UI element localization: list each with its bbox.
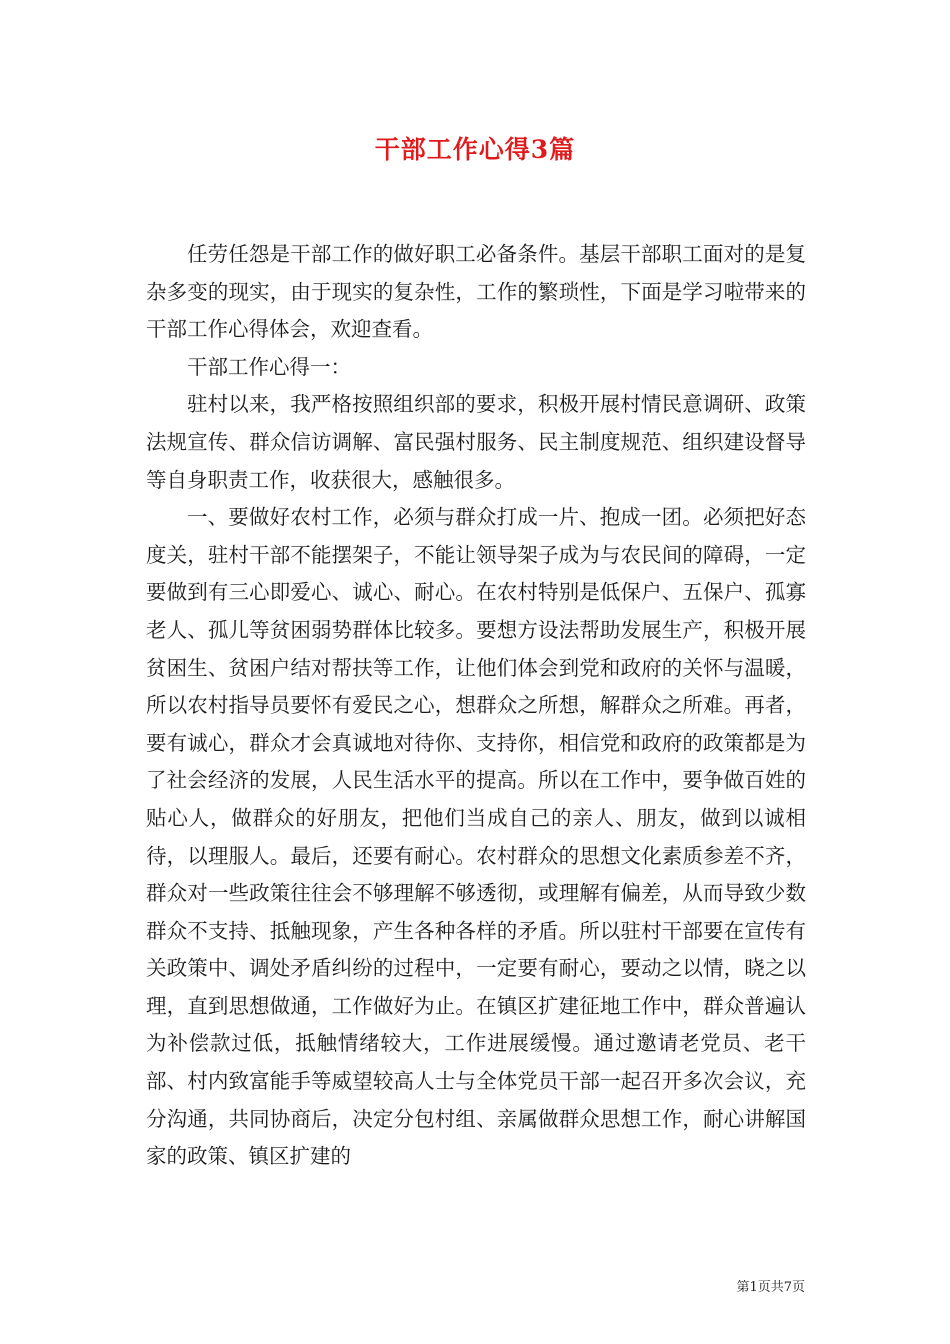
document-title: 干部工作心得3篇 <box>374 135 576 164</box>
document-body <box>146 236 806 1176</box>
intro-paragraph: 任劳任怨是干部工作的做好职工必备条件。基层干部职工面对的是复杂多变的现实，由于现实的复杂性，工作的繁琐性，下面是学习啦带来的干部工作心得体会，欢迎查看。 <box>146 242 806 342</box>
section-heading: 干部工作心得一： <box>187 354 351 379</box>
body-paragraph: 一、要做好农村工作，必须与群众打成一片、抱成一团。必须把好态度关，驻村干部不能摆架子，不能让领导架子成为与农民间的障碍，一定要做到有三心即爱心、诚心、耐心。在农村特别是低保户、五保户、孤寡老人、孤儿等贫困弱势群体比较多。要想方设法帮助发展生产，积极开展贫困生、贫困户结对帮扶等工作，让他们体会到党和政府的关怀与温暖，所以农村指导员要怀有爱民之心，想群众之所想，解群众之所难。再者，要有诚心，群众才会真诚地对待你、支持你，相信党和政府的政策都是为了社会经济的发展，人民生活水平的提高。所以在工作中，要争做百姓的贴心人，做群众的好朋友，把他们当成自己的亲人、朋友，做到以诚相待，以理服人。最后，还要有耐心。农村群众的思想文化素质参差不齐，群众对一些政策往往会不够理解不够透彻，或理解有偏差，从而导致少数群众不支持、抵触现象，产生各种各样的矛盾。所以驻村干部要在宣传有关政策中、调处矛盾纠纷的过程中，一定要有耐心，要动之以情，晓之以理，直到思想做通，工作做好为止。在镇区扩建征地工作中，群众普遍认为补偿款过低，抵触情绪较大，工作进展缓慢。通过邀请老党员、老干部、村内致富能手等威望较高人士与全体党员干部一起召开多次会议，充分沟通，共同协商后，决定分包村组、亲属做群众思想工作，耐心讲解国家的政策、镇区扩建的 <box>146 505 806 1169</box>
body-paragraph: 驻村以来，我严格按照组织部的要求，积极开展村情民意调研、政策法规宣传、群众信访调解、富民强村服务、民主制度规范、组织建设督导等自身职责工作，收获很大，感触很多。 <box>146 392 806 492</box>
page-number: 第1页共7页 <box>736 1280 805 1295</box>
